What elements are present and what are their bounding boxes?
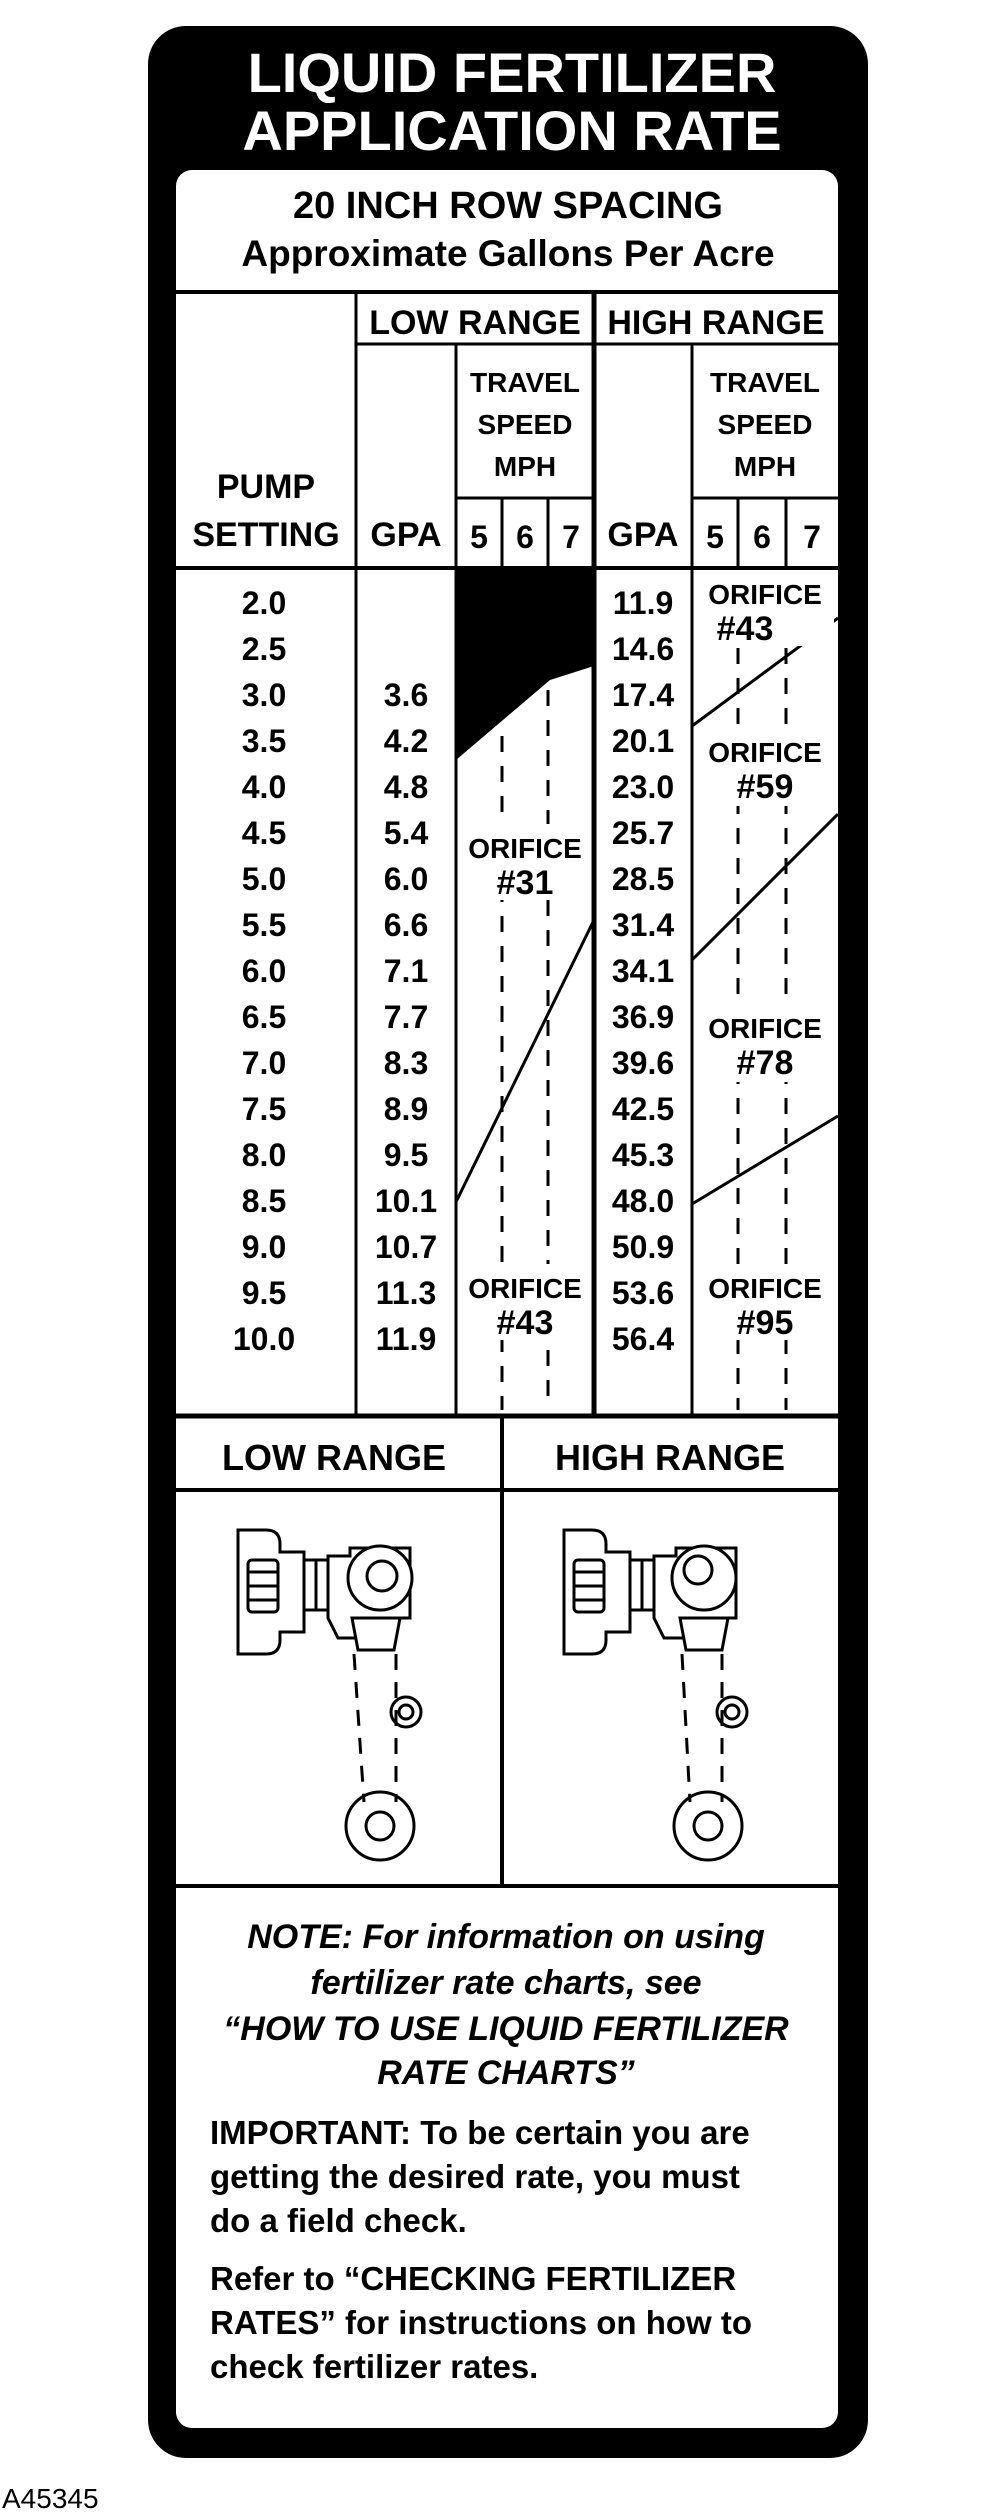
high-travel-speed-2: SPEED [717,409,813,440]
high-gpa-cell: 17.4 [611,677,675,713]
high-range-header: HIGH RANGE [607,304,825,342]
low-gpa-cell: 3.6 [383,677,429,713]
important-line-2: getting the desired rate, you must [210,2158,740,2195]
low-travel-speed-1: TRAVEL [470,367,580,398]
high-gpa-cell: 14.6 [611,631,675,667]
high-speed-7: 7 [803,519,821,555]
high-gpa-cell: 34.1 [611,953,675,989]
high-speed-5: 5 [706,519,724,555]
subtitle-line-2: Approximate Gallons Per Acre [241,233,775,274]
high-gpa-cell: 23.0 [611,769,675,805]
pump-setting-cell: 5.5 [241,907,287,943]
pump-setting-cell: 4.0 [241,769,287,805]
low-range-header: LOW RANGE [369,304,581,342]
high-orifice-43: #43 [716,610,774,648]
high-orifice-word-3: ORIFICE [708,1013,822,1044]
pump-setting-label-2: SETTING [192,516,340,554]
high-gpa-cell: 48.0 [611,1183,675,1219]
low-gpa-cell: 9.5 [383,1137,429,1173]
low-gpa-cell: 8.9 [383,1091,429,1127]
high-gpa-cell: 36.9 [611,999,675,1035]
important-line-1: IMPORTANT: To be certain you are [210,2114,750,2151]
pump-setting-cell: 2.5 [241,631,287,667]
pump-setting-cell: 9.5 [241,1275,287,1311]
high-gpa-cell: 42.5 [611,1091,675,1127]
title-line-1: LIQUID FERTILIZER [247,41,777,104]
high-speed-6: 6 [753,519,771,555]
note-line-1: NOTE: For information on using [247,1918,765,1956]
note-line-3: “HOW TO USE LIQUID FERTILIZER [223,2010,789,2048]
high-travel-speed-1: TRAVEL [710,367,820,398]
high-gpa-cell: 56.4 [611,1321,675,1357]
high-gpa-cell: 25.7 [611,815,675,851]
pump-setting-cell: 10.0 [232,1321,296,1357]
low-speed-7: 7 [562,519,580,555]
low-gpa-cell: 4.8 [383,769,429,805]
low-travel-speed-3: MPH [493,451,557,482]
high-range-diagram-label: HIGH RANGE [554,1437,786,1478]
low-gpa-header: GPA [370,516,442,554]
high-gpa-cell: 28.5 [611,861,675,897]
high-gpa-cell: 20.1 [611,723,675,759]
low-speed-6: 6 [516,519,534,555]
high-gpa-header: GPA [607,516,679,554]
pump-setting-cell: 3.5 [241,723,287,759]
high-orifice-95: #95 [736,1304,794,1342]
high-gpa-cell: 31.4 [611,907,675,943]
low-gpa-cell: 5.4 [383,815,429,851]
low-gpa-cell: 4.2 [383,723,429,759]
pump-setting-cell: 7.5 [241,1091,287,1127]
low-gpa-cell: 6.6 [383,907,429,943]
pump-setting-cell: 8.5 [241,1183,287,1219]
high-travel-speed-3: MPH [733,451,797,482]
low-gpa-cell: 11.9 [375,1321,437,1357]
pump-setting-label-1: PUMP [216,468,316,506]
pump-setting-cell: 6.5 [241,999,287,1035]
low-gpa-cell: 11.3 [375,1275,437,1311]
low-travel-speed-2: SPEED [477,409,573,440]
figure-id: A45345 [2,2483,99,2514]
low-orifice-word-1: ORIFICE [468,833,582,864]
low-orifice-31: #31 [496,864,554,902]
high-gpa-cell: 50.9 [611,1229,675,1265]
low-orifice-word-2: ORIFICE [468,1273,582,1304]
pump-setting-cell: 2.0 [241,585,287,621]
low-orifice-43: #43 [496,1304,554,1342]
pump-setting-cell: 3.0 [241,677,287,713]
pump-setting-cell: 9.0 [241,1229,287,1265]
refer-line-1: Refer to “CHECKING FERTILIZER [210,2260,737,2297]
pump-setting-cell: 8.0 [241,1137,287,1173]
high-orifice-word-2: ORIFICE [708,737,822,768]
low-gpa-cell: 7.1 [383,953,429,989]
low-gpa-cell: 7.7 [383,999,429,1035]
high-orifice-59: #59 [736,768,794,806]
high-orifice-word-4: ORIFICE [708,1273,822,1304]
pump-setting-cell: 4.5 [241,815,287,851]
note-line-4: RATE CHARTS” [377,2054,635,2092]
low-gpa-cell: 10.1 [374,1183,438,1219]
refer-line-2: RATES” for instructions on how to [210,2304,753,2341]
important-line-3: do a field check. [210,2202,467,2239]
low-gpa-cell: 10.7 [374,1229,438,1265]
low-range-diagram-label: LOW RANGE [222,1437,446,1478]
pump-setting-cell: 6.0 [241,953,287,989]
high-gpa-cell: 39.6 [611,1045,675,1081]
note-line-2: fertilizer rate charts, see [310,1964,702,2002]
low-gpa-cell: 8.3 [383,1045,429,1081]
pump-setting-cell: 5.0 [241,861,287,897]
refer-line-3: check fertilizer rates. [210,2348,539,2385]
subtitle-line-1: 20 INCH ROW SPACING [292,185,724,227]
high-orifice-word-1: ORIFICE [708,579,822,610]
low-gpa-cell: 6.0 [383,861,429,897]
high-gpa-cell: 53.6 [611,1275,675,1311]
high-orifice-78: #78 [736,1044,794,1082]
pump-setting-cell: 7.0 [241,1045,287,1081]
title-line-2: APPLICATION RATE [242,99,782,162]
high-gpa-cell: 11.9 [612,585,674,621]
high-gpa-cell: 45.3 [611,1137,675,1173]
low-speed-5: 5 [470,519,488,555]
